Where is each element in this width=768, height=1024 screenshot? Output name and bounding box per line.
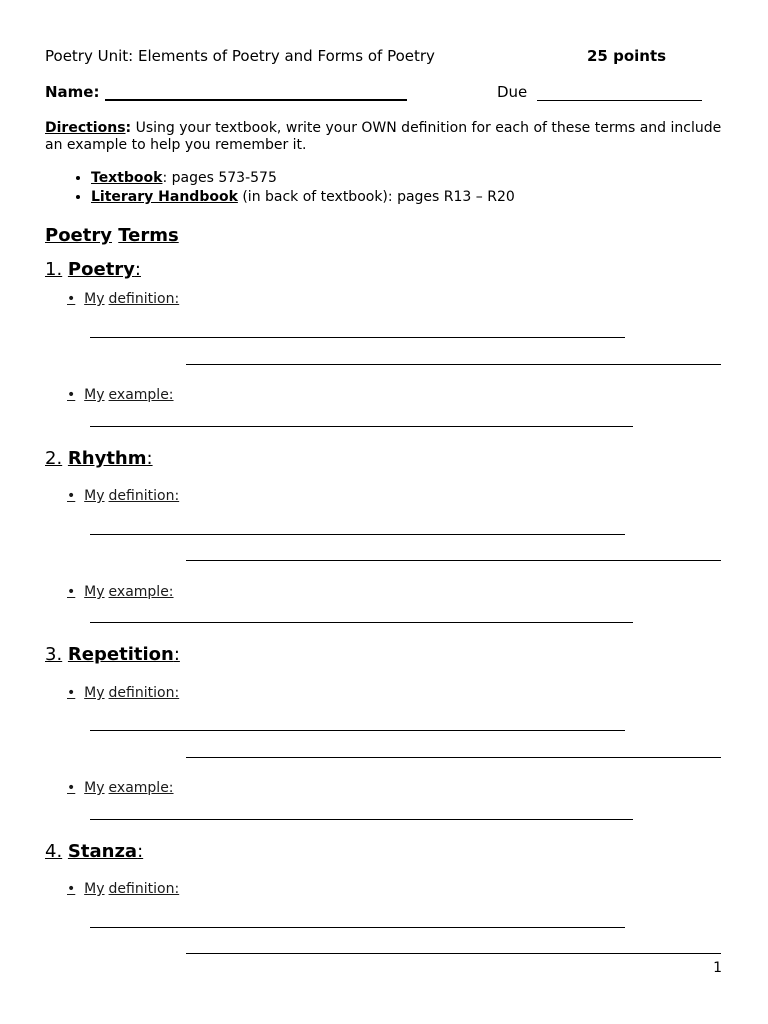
bullet-icon: • (67, 780, 76, 796)
prompt-definition: definition: (108, 291, 180, 307)
bullet-icon: • (67, 291, 76, 307)
definition-line[interactable] (90, 337, 625, 338)
term-name: Stanza (67, 841, 138, 862)
prompt-definition: definition: (108, 881, 180, 897)
example-prompt (67, 780, 174, 796)
term-heading-stanza (45, 841, 143, 862)
example-prompt (67, 387, 174, 403)
directions-text: Using your textbook, write your OWN definition for each of these terms and include an example to help you remember it. (45, 120, 722, 153)
prompt-example: example: (108, 584, 174, 600)
due-label: Due (497, 83, 528, 101)
term-name: Rhythm (67, 448, 147, 469)
term-colon: : (146, 448, 153, 469)
term-colon: : (173, 644, 180, 665)
directions-label: Directions (45, 120, 126, 136)
definition-prompt (67, 685, 179, 701)
directions-colon: : (125, 120, 132, 136)
prompt-my: My (84, 584, 105, 600)
prompt-my: My (84, 291, 105, 307)
reference-item-handbook (91, 188, 515, 207)
definition-line[interactable] (90, 730, 625, 731)
worksheet-title: Poetry Unit: Elements of Poetry and Forms of Poetry (45, 47, 435, 65)
bullet-icon: • (67, 685, 76, 701)
section-heading (45, 225, 179, 246)
term-number: 1. (45, 259, 63, 280)
term-name: Poetry (67, 259, 135, 280)
bullet-icon: • (67, 881, 76, 897)
prompt-definition: definition: (108, 685, 180, 701)
example-line[interactable] (90, 819, 633, 820)
term-heading-poetry (45, 259, 141, 280)
bullet-icon: • (67, 387, 76, 403)
prompt-definition: definition: (108, 488, 180, 504)
definition-line[interactable] (90, 534, 625, 535)
definition-line[interactable] (186, 757, 721, 758)
bullet-icon: • (67, 584, 76, 600)
prompt-my: My (84, 387, 105, 403)
definition-prompt (67, 488, 179, 504)
term-colon: : (137, 841, 144, 862)
definition-line[interactable] (90, 927, 625, 928)
prompt-my: My (84, 881, 105, 897)
reference-text: (in back of textbook): pages R13 – R20 (237, 189, 515, 205)
term-number: 4. (45, 841, 63, 862)
prompt-example: example: (108, 387, 174, 403)
points-value: 25 points (587, 47, 667, 65)
bullet-icon: • (67, 488, 76, 504)
reference-item-textbook (91, 169, 515, 188)
term-colon: : (134, 259, 141, 280)
section-heading-word2: Terms (118, 225, 179, 246)
example-line[interactable] (90, 426, 633, 427)
example-prompt (67, 584, 174, 600)
reference-text: : pages 573-575 (162, 170, 277, 186)
reference-label: Textbook (91, 170, 163, 186)
directions-paragraph (45, 120, 735, 154)
reference-list (45, 169, 515, 207)
due-blank-line[interactable] (537, 100, 702, 101)
definition-prompt (67, 881, 179, 897)
reference-label: Literary Handbook (91, 189, 238, 205)
definition-line[interactable] (186, 364, 721, 365)
prompt-example: example: (108, 780, 174, 796)
definition-line[interactable] (186, 560, 721, 561)
term-name: Repetition (67, 644, 174, 665)
definition-prompt (67, 291, 179, 307)
term-heading-repetition (45, 644, 180, 665)
page-number: 1 (713, 960, 722, 976)
name-blank-line[interactable] (105, 99, 407, 101)
prompt-my: My (84, 685, 105, 701)
definition-line[interactable] (186, 953, 721, 954)
prompt-my: My (84, 780, 105, 796)
example-line[interactable] (90, 622, 633, 623)
name-label: Name: (45, 83, 100, 101)
term-heading-rhythm (45, 448, 153, 469)
prompt-my: My (84, 488, 105, 504)
section-heading-word1: Poetry (45, 225, 112, 246)
term-number: 3. (45, 644, 63, 665)
term-number: 2. (45, 448, 63, 469)
